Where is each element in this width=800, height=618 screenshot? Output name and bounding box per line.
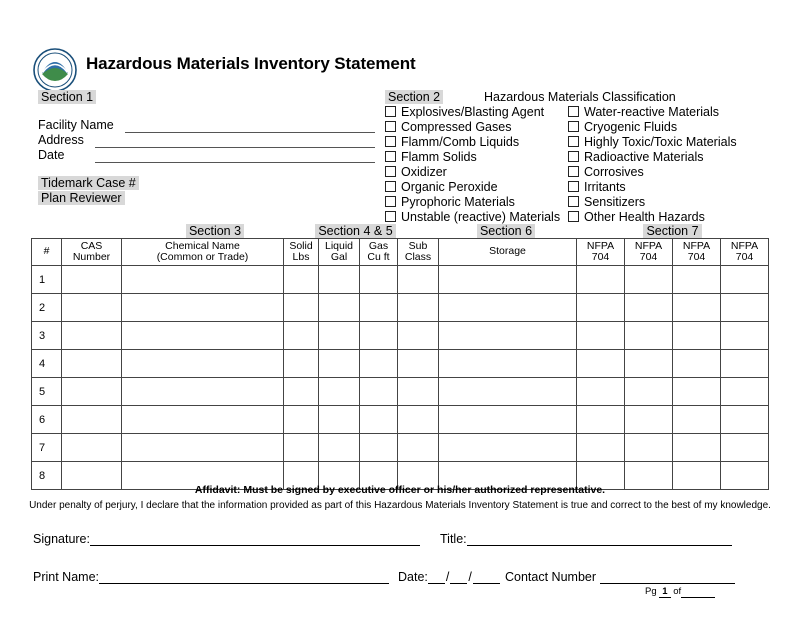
cell-storage[interactable] [439, 294, 577, 322]
cell-nfpa-2[interactable] [625, 322, 673, 350]
row-number: 5 [32, 378, 62, 406]
section-1-label: Section 1 [38, 90, 96, 104]
checkbox-icon[interactable] [385, 166, 396, 177]
cell-sub[interactable] [398, 266, 439, 294]
cell-nfpa-2[interactable] [625, 294, 673, 322]
cell-cas[interactable] [62, 406, 122, 434]
cell-nfpa-3[interactable] [673, 266, 721, 294]
checkbox-item[interactable] [568, 209, 737, 224]
print-name-input[interactable] [99, 571, 389, 584]
checkbox-label: Corrosives [584, 164, 644, 179]
cell-cas[interactable] [62, 294, 122, 322]
cell-gas[interactable] [360, 378, 398, 406]
cell-nfpa-4[interactable] [721, 322, 769, 350]
cell-nfpa-1[interactable] [577, 322, 625, 350]
cell-solid[interactable] [284, 350, 319, 378]
checkbox-icon[interactable] [568, 196, 579, 207]
contact-number-label: Contact Number [505, 570, 597, 584]
row-number: 4 [32, 350, 62, 378]
cell-nfpa-1[interactable] [577, 378, 625, 406]
title-field-group [440, 532, 732, 546]
cell-nfpa-4[interactable] [721, 406, 769, 434]
checkbox-icon[interactable] [385, 196, 396, 207]
cell-storage[interactable] [439, 406, 577, 434]
cell-storage[interactable] [439, 266, 577, 294]
cell-nfpa-1[interactable] [577, 350, 625, 378]
date-month-input[interactable] [428, 571, 445, 584]
checkbox-label: Irritants [584, 179, 626, 194]
cell-nfpa-1[interactable] [577, 266, 625, 294]
section-4-5-band: Section 4 & 5 [293, 224, 418, 238]
col-header-number: # [32, 239, 62, 266]
section-3-band: Section 3 [140, 224, 290, 238]
cell-nfpa-3[interactable] [673, 406, 721, 434]
row-number: 2 [32, 294, 62, 322]
cell-liquid[interactable] [319, 266, 360, 294]
cell-liquid[interactable] [319, 322, 360, 350]
checkbox-item[interactable] [385, 119, 560, 134]
cell-nfpa-1[interactable] [577, 294, 625, 322]
checkbox-label: Compressed Gases [401, 119, 512, 134]
section-2-title: Hazardous Materials Classification [484, 90, 676, 104]
cell-solid[interactable] [284, 378, 319, 406]
checkbox-label: Cryogenic Fluids [584, 119, 678, 134]
page-prefix-label: Pg [645, 586, 657, 597]
checkbox-label: Water-reactive Materials [584, 104, 719, 119]
title-label: Title: [440, 532, 467, 546]
cell-storage[interactable] [439, 378, 577, 406]
page-number-group [645, 585, 715, 598]
page-total-input[interactable] [681, 585, 715, 598]
cell-liquid[interactable] [319, 434, 360, 462]
cell-chemical[interactable] [122, 294, 284, 322]
cell-sub[interactable] [398, 378, 439, 406]
address-label: Address [38, 133, 84, 147]
checkbox-item[interactable] [385, 134, 560, 149]
checkbox-item[interactable] [385, 149, 560, 164]
print-name-field-group [33, 570, 389, 584]
date-label: Date: [398, 570, 428, 584]
date-separator: / [445, 570, 450, 584]
col-header-nfpa-4: NFPA 704 [721, 239, 769, 266]
table-row [32, 406, 769, 434]
classification-right-column [568, 104, 737, 224]
cell-gas[interactable] [360, 350, 398, 378]
date-year-input[interactable] [473, 571, 500, 584]
section-2-label: Section 2 [385, 90, 443, 104]
page-of-label: of [673, 586, 682, 597]
cell-nfpa-2[interactable] [625, 378, 673, 406]
cell-nfpa-2[interactable] [625, 350, 673, 378]
cell-chemical[interactable] [122, 322, 284, 350]
cell-solid[interactable] [284, 266, 319, 294]
checkbox-icon[interactable] [385, 151, 396, 162]
row-number: 6 [32, 406, 62, 434]
affidavit-title: Affidavit: Must be signed by executive officer or his/her authorized representative. [194, 484, 606, 496]
section-7-band: Section 7 [576, 224, 769, 238]
checkbox-item[interactable] [385, 194, 560, 209]
cell-cas[interactable] [62, 378, 122, 406]
title-input[interactable] [467, 533, 732, 546]
cell-chemical[interactable] [122, 406, 284, 434]
cell-nfpa-2[interactable] [625, 434, 673, 462]
cell-solid[interactable] [284, 322, 319, 350]
checkbox-label: Flamm Solids [401, 149, 477, 164]
plan-reviewer-label: Plan Reviewer [38, 191, 125, 205]
address-input[interactable] [95, 147, 375, 148]
row-number: 3 [32, 322, 62, 350]
affidavit-body: Under penalty of perjury, I declare that the information provided as part of this Hazardous Materials Inventory Statement is true and correct to the best of my knowledge. [29, 500, 771, 511]
page-number-value[interactable]: 1 [659, 586, 670, 598]
cell-chemical[interactable] [122, 434, 284, 462]
cell-nfpa-4[interactable] [721, 378, 769, 406]
cell-nfpa-3[interactable] [673, 294, 721, 322]
checkbox-label: Sensitizers [584, 194, 646, 209]
row-number: 7 [32, 434, 62, 462]
cell-gas[interactable] [360, 322, 398, 350]
date-label: Date [38, 148, 65, 162]
checkbox-item[interactable] [568, 194, 737, 209]
checkbox-icon[interactable] [385, 211, 396, 222]
cell-nfpa-1[interactable] [577, 434, 625, 462]
cell-nfpa-4[interactable] [721, 434, 769, 462]
facility-name-input[interactable] [125, 132, 375, 133]
checkbox-label: Unstable (reactive) Materials [401, 209, 561, 224]
date-day-input[interactable] [450, 571, 467, 584]
table-row [32, 378, 769, 406]
checkbox-label: Oxidizer [401, 164, 447, 179]
cell-gas[interactable] [360, 406, 398, 434]
page-title: Hazardous Materials Inventory Statement [86, 54, 416, 73]
cell-nfpa-3[interactable] [673, 378, 721, 406]
cell-storage[interactable] [439, 322, 577, 350]
table-row [32, 294, 769, 322]
row-number: 1 [32, 266, 62, 294]
checkbox-label: Flamm/Comb Liquids [401, 134, 520, 149]
cell-liquid[interactable] [319, 378, 360, 406]
col-header-nfpa-1: NFPA 704 [577, 239, 625, 266]
cell-cas[interactable] [62, 322, 122, 350]
checkbox-label: Explosives/Blasting Agent [401, 104, 545, 119]
cell-nfpa-3[interactable] [673, 434, 721, 462]
cell-sub[interactable] [398, 406, 439, 434]
col-header-liquid: Liquid Gal [319, 239, 360, 266]
date-input[interactable] [95, 162, 375, 163]
checkbox-label: Highly Toxic/Toxic Materials [584, 134, 737, 149]
cell-gas[interactable] [360, 294, 398, 322]
cell-nfpa-3[interactable] [673, 350, 721, 378]
cell-liquid[interactable] [319, 406, 360, 434]
tidemark-case-label: Tidemark Case # [38, 176, 139, 190]
cell-nfpa-4[interactable] [721, 350, 769, 378]
cell-chemical[interactable] [122, 350, 284, 378]
col-header-cas-number: CAS Number [62, 239, 122, 266]
col-header-storage: Storage [439, 239, 577, 266]
cell-gas[interactable] [360, 434, 398, 462]
cell-chemical[interactable] [122, 378, 284, 406]
cell-cas[interactable] [62, 266, 122, 294]
cell-storage[interactable] [439, 434, 577, 462]
col-header-nfpa-2: NFPA 704 [625, 239, 673, 266]
cell-sub[interactable] [398, 294, 439, 322]
date-field-group [398, 570, 500, 584]
checkbox-icon[interactable] [568, 106, 579, 117]
checkbox-item[interactable] [385, 164, 560, 179]
print-name-label: Print Name: [33, 570, 99, 584]
classification-left-column [385, 104, 560, 224]
inventory-table [31, 238, 769, 490]
checkbox-item[interactable] [385, 209, 560, 224]
table-header-row [32, 239, 769, 266]
checkbox-icon[interactable] [568, 136, 579, 147]
col-header-gas: Gas Cu ft [360, 239, 398, 266]
cell-sub[interactable] [398, 350, 439, 378]
checkbox-item[interactable] [568, 164, 737, 179]
checkbox-icon[interactable] [568, 151, 579, 162]
city-seal-icon [33, 48, 77, 92]
signature-label: Signature: [33, 532, 90, 546]
cell-sub[interactable] [398, 322, 439, 350]
checkbox-item[interactable] [568, 179, 737, 194]
cell-chemical[interactable] [122, 266, 284, 294]
checkbox-item[interactable] [568, 149, 737, 164]
contact-number-field-group [505, 570, 735, 584]
table-row [32, 266, 769, 294]
checkbox-icon[interactable] [568, 121, 579, 132]
cell-nfpa-1[interactable] [577, 406, 625, 434]
table-body [32, 266, 769, 490]
checkbox-label: Pyrophoric Materials [401, 194, 515, 209]
checkbox-item[interactable] [568, 104, 737, 119]
checkbox-label: Other Health Hazards [584, 209, 705, 224]
section-6-band: Section 6 [437, 224, 575, 238]
cell-nfpa-4[interactable] [721, 266, 769, 294]
checkbox-icon[interactable] [385, 106, 396, 117]
checkbox-item[interactable] [385, 179, 560, 194]
checkbox-item[interactable] [385, 104, 560, 119]
cell-nfpa-2[interactable] [625, 266, 673, 294]
checkbox-icon[interactable] [568, 181, 579, 192]
table-row [32, 434, 769, 462]
cell-cas[interactable] [62, 350, 122, 378]
col-header-solid: Solid Lbs [284, 239, 319, 266]
cell-solid[interactable] [284, 294, 319, 322]
row-number: 8 [32, 462, 62, 490]
facility-name-label: Facility Name [38, 118, 114, 132]
cell-sub[interactable] [398, 434, 439, 462]
checkbox-icon[interactable] [385, 121, 396, 132]
col-header-nfpa-3: NFPA 704 [673, 239, 721, 266]
cell-cas[interactable] [62, 434, 122, 462]
checkbox-icon[interactable] [568, 211, 579, 222]
signature-field-group [33, 532, 420, 546]
contact-number-input[interactable] [600, 571, 735, 584]
cell-liquid[interactable] [319, 294, 360, 322]
date-separator: / [468, 570, 472, 584]
checkbox-icon[interactable] [385, 136, 396, 147]
cell-solid[interactable] [284, 406, 319, 434]
signature-input[interactable] [90, 533, 420, 546]
checkbox-label: Organic Peroxide [401, 179, 498, 194]
table-row [32, 322, 769, 350]
cell-solid[interactable] [284, 434, 319, 462]
checkbox-item[interactable] [568, 119, 737, 134]
checkbox-icon[interactable] [385, 181, 396, 192]
col-header-sub-class: Sub Class [398, 239, 439, 266]
cell-nfpa-4[interactable] [721, 294, 769, 322]
checkbox-label: Radioactive Materials [584, 149, 704, 164]
cell-nfpa-3[interactable] [673, 322, 721, 350]
cell-nfpa-2[interactable] [625, 406, 673, 434]
cell-liquid[interactable] [319, 350, 360, 378]
cell-storage[interactable] [439, 350, 577, 378]
checkbox-icon[interactable] [568, 166, 579, 177]
cell-gas[interactable] [360, 266, 398, 294]
col-header-chemical-name: Chemical Name (Common or Trade) [122, 239, 284, 266]
table-row [32, 350, 769, 378]
checkbox-item[interactable] [568, 134, 737, 149]
